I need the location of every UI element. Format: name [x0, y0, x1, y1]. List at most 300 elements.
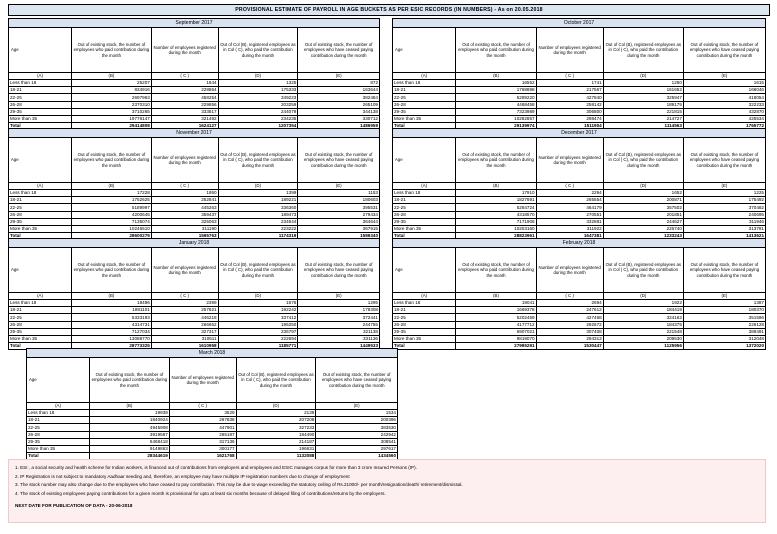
label-e: (E)	[683, 183, 765, 190]
cell-c: 307408	[536, 328, 603, 335]
cell-b: 4177712	[456, 321, 536, 328]
column-header-row	[393, 138, 766, 183]
cell-age: 18-21	[393, 307, 456, 314]
cell-d: 1185771	[218, 343, 298, 350]
table-row	[27, 438, 398, 445]
cell-c: 306800	[536, 108, 603, 115]
header-e: Out of existing stock, the number of employees who have ceased paying contribution during the month	[683, 28, 765, 73]
cell-d: 234644	[218, 218, 298, 225]
month-label: November 2017	[9, 129, 380, 138]
cell-b: 7323989	[456, 108, 536, 115]
cell-c: 2294	[536, 190, 603, 197]
cell-c: 458254	[151, 94, 218, 101]
cell-b: 4200645	[72, 211, 152, 218]
cell-b: 2697963	[72, 94, 152, 101]
cell-c: 229856	[151, 101, 218, 108]
cell-age: Total	[393, 343, 456, 350]
page-title	[8, 4, 770, 16]
label-a: (A)	[9, 73, 72, 80]
cell-e: 240695	[683, 211, 765, 218]
cell-e: 311946	[683, 218, 765, 225]
cell-c: 1647381	[536, 233, 603, 240]
cell-d: 207208	[236, 417, 316, 424]
cell-d: 209530	[603, 335, 683, 342]
cell-b: 5289220	[456, 94, 536, 101]
label-d: (D)	[603, 73, 683, 80]
cell-c: 1530447	[536, 343, 603, 350]
footnote-2: 2. IP Registration is not subject to mandatory Aadhaar seeding and, therefore, an employee may have multiple IP registration numbers due to change of employment	[15, 473, 350, 479]
label-c: ( C )	[536, 73, 603, 80]
header-d: Out of Col (B), registered employees as in Col ( C), who paid the contribution during the month	[603, 248, 683, 293]
table-row	[393, 218, 766, 225]
table-month-header	[9, 129, 380, 138]
table-row	[393, 197, 766, 204]
cell-b: 9819070	[456, 335, 536, 342]
table-row	[393, 307, 766, 314]
cell-age: 26-28	[393, 101, 456, 108]
cell-d: 327233	[236, 424, 316, 431]
cell-c: 2399	[151, 300, 218, 307]
header-d: Out of Col (B), registered employees as in Col ( C), who paid the contribution during the month	[603, 138, 683, 183]
cell-b: 4318570	[456, 211, 536, 218]
table-row	[393, 87, 766, 94]
cell-d: 1399	[218, 190, 298, 197]
cell-d: 226740	[603, 225, 683, 232]
cell-c: 445263	[151, 204, 218, 211]
cell-e: 1534	[316, 410, 398, 417]
label-a: (A)	[393, 293, 456, 300]
month-label: December 2017	[393, 129, 766, 138]
cell-age: 22-25	[9, 314, 72, 321]
table-row	[393, 321, 766, 328]
cell-e: 344138	[298, 108, 380, 115]
label-b: (B)	[72, 73, 152, 80]
table-month-header	[27, 349, 398, 358]
cell-c: 3529	[169, 410, 236, 417]
cell-age: 22-25	[9, 204, 72, 211]
cell-c: 1741	[536, 80, 603, 87]
cell-age: 22-25	[393, 314, 456, 321]
cell-age: 18-21	[393, 87, 456, 94]
cell-c: 1595763	[151, 233, 218, 240]
cell-b: 4468458	[456, 101, 536, 108]
cell-age: More than 35	[9, 115, 72, 122]
table-row	[9, 204, 380, 211]
cell-age: 26-28	[9, 321, 72, 328]
table-row	[9, 225, 380, 232]
table-row	[393, 204, 766, 211]
header-d: Out of Col (B), registered employees as in Col ( C), who paid the contribution during the month	[218, 248, 298, 293]
cell-c: 317136	[169, 438, 236, 445]
cell-c: 1844	[151, 80, 218, 87]
cell-b: 19776147	[72, 115, 152, 122]
cell-age: 29-35	[27, 438, 90, 445]
cell-c: 464179	[536, 204, 603, 211]
month-label: October 2017	[393, 19, 766, 28]
cell-d: 192242	[218, 307, 298, 314]
header-c: Number of employees registered during the month	[536, 138, 603, 183]
label-a: (A)	[393, 183, 456, 190]
cell-age: Less than 18	[9, 80, 72, 87]
cell-b: 2370310	[72, 101, 152, 108]
table-november-2017	[8, 128, 380, 240]
table-row	[9, 321, 380, 328]
cell-b: 6468418	[90, 438, 170, 445]
header-d: Out of Col (B), registered employees as in Col ( C), who paid the contribution during the month	[218, 138, 298, 183]
label-d: (D)	[236, 403, 316, 410]
cell-c: 258142	[536, 101, 603, 108]
table-row	[393, 225, 766, 232]
header-b: Out of existing stock, the number of employees who paid contribution during the month	[456, 138, 536, 183]
cell-age: Total	[393, 123, 456, 130]
month-label: January 2018	[9, 239, 380, 248]
cell-e: 200396	[316, 417, 398, 424]
label-b: (B)	[72, 183, 152, 190]
cell-age: 29-35	[9, 108, 72, 115]
column-header-row	[27, 358, 398, 403]
cell-age: More than 35	[27, 445, 90, 452]
cell-d: 1325	[218, 80, 298, 87]
label-d: (D)	[603, 293, 683, 300]
cell-d: 203259	[218, 101, 298, 108]
cell-c: 300177	[169, 445, 236, 452]
cell-age: More than 35	[393, 225, 456, 232]
column-header-row	[9, 138, 380, 183]
header-d: Out of Col (B), registered employees as in Col ( C), who paid the contribution during the month	[236, 358, 316, 403]
cell-d: 184375	[603, 321, 683, 328]
header-age: Age	[393, 28, 456, 73]
label-c: ( C )	[536, 293, 603, 300]
cell-e: 163644	[298, 87, 380, 94]
header-e: Out of existing stock, the number of employees who have ceased paying contribution during the month	[683, 138, 765, 183]
cell-e: 432870	[683, 108, 765, 115]
cell-c: 267838	[169, 417, 236, 424]
table-row	[27, 445, 398, 452]
column-letter-row	[9, 183, 380, 190]
label-d: (D)	[218, 183, 298, 190]
cell-c: 332881	[536, 218, 603, 225]
cell-d: 214727	[603, 115, 683, 122]
cell-e: 312048	[683, 335, 765, 342]
cell-b: 10203160	[456, 225, 536, 232]
cell-age: 22-25	[9, 94, 72, 101]
cell-e: 1589340	[298, 233, 380, 240]
cell-b: 16552	[456, 80, 536, 87]
cell-e: 1413621	[683, 233, 765, 240]
table-row	[393, 101, 766, 108]
cell-b: 19939	[90, 410, 170, 417]
label-a: (A)	[9, 293, 72, 300]
table-row	[9, 218, 380, 225]
cell-e: 1225	[683, 190, 765, 197]
cell-b: 4945908	[90, 424, 170, 431]
cell-age: 29-35	[9, 328, 72, 335]
table-row	[9, 314, 380, 321]
label-b: (B)	[456, 183, 536, 190]
cell-c: 298474	[536, 115, 603, 122]
cell-c: 1511904	[536, 123, 603, 130]
column-letter-row	[393, 293, 766, 300]
cell-age: 29-35	[393, 108, 456, 115]
cell-e: 180603	[298, 197, 380, 204]
cell-e: 322233	[683, 101, 765, 108]
cell-b: 5333193	[72, 314, 152, 321]
header-b: Out of existing stock, the number of employees who paid contribution during the month	[456, 28, 536, 73]
label-c: ( C )	[151, 183, 218, 190]
cell-b: 29414808	[72, 123, 152, 130]
cell-b: 3710265	[72, 108, 152, 115]
cell-age: 22-25	[27, 424, 90, 431]
cell-d: 161652	[603, 87, 683, 94]
cell-age: 18-21	[393, 197, 456, 204]
cell-b: 1752625	[72, 197, 152, 204]
cell-d: 349223	[218, 94, 298, 101]
cell-b: 25207	[72, 80, 152, 87]
header-age: Age	[9, 248, 72, 293]
footnote-3: 3. The stock number may also change due to the employees who have ceased to pay contribution. This may be due to wage exceeding the statutory ceiling of Rs.21000/- per month/resignation/death/ retirement/dismissal.	[15, 482, 463, 488]
cell-e: 244755	[298, 321, 380, 328]
cell-d: 189221	[218, 197, 298, 204]
cell-age: Total	[9, 233, 72, 240]
header-b: Out of existing stock, the number of employees who paid contribution during the month	[72, 248, 152, 293]
cell-e: 1295	[298, 300, 380, 307]
cell-c: 1610958	[151, 343, 218, 350]
cell-b: 28773325	[72, 343, 152, 350]
cell-e: 372441	[298, 314, 380, 321]
cell-age: More than 35	[393, 335, 456, 342]
label-c: ( C )	[536, 183, 603, 190]
cell-e: 367915	[298, 225, 380, 232]
table-row	[9, 80, 380, 87]
cell-e: 175492	[683, 197, 765, 204]
table-row	[393, 211, 766, 218]
cell-age: Total	[9, 343, 72, 350]
cell-e: 331136	[298, 335, 380, 342]
cell-age: 26-28	[393, 321, 456, 328]
cell-b: 1768898	[456, 87, 536, 94]
cell-c: 447901	[169, 424, 236, 431]
cell-b: 7171906	[456, 218, 536, 225]
footnote-1: 1. ESI , a social security and health scheme for Indian workers, is financed out of contributions from employers and employees and ESIC manages corpus for more than 3 crore Insured Persons (IP).	[15, 465, 417, 470]
cell-c: 427840	[536, 94, 603, 101]
cell-age: 26-28	[9, 101, 72, 108]
cell-c: 228864	[151, 87, 218, 94]
cell-b: 27995291	[456, 343, 536, 350]
cell-e: 297617	[316, 445, 398, 452]
cell-d: 1250	[603, 80, 683, 87]
header-age: Age	[9, 138, 72, 183]
header-b: Out of existing stock, the number of employees who paid contribution during the month	[456, 248, 536, 293]
month-label: February 2018	[393, 239, 766, 248]
label-a: (A)	[9, 183, 72, 190]
header-d: Out of Col (B), registered employees as in Col ( C), who paid the contribution during the month	[218, 28, 298, 73]
column-header-row	[9, 248, 380, 293]
cell-b: 10282857	[456, 115, 536, 122]
table-row	[27, 410, 398, 417]
cell-e: 1765772	[683, 123, 765, 130]
cell-b: 7135074	[72, 218, 152, 225]
header-c: Number of employees registered during the month	[151, 138, 218, 183]
cell-age: 26-28	[9, 211, 72, 218]
cell-b: 5284724	[456, 204, 536, 211]
header-age: Age	[27, 358, 90, 403]
cell-b: 18496	[72, 300, 152, 307]
cell-age: More than 35	[9, 225, 72, 232]
column-letter-row	[27, 403, 398, 410]
cell-b: 19041	[456, 300, 536, 307]
cell-age: 26-28	[27, 431, 90, 438]
cell-c: 294313	[536, 335, 603, 342]
cell-b: 9149863	[90, 445, 170, 452]
cell-age: 18-21	[9, 197, 72, 204]
cell-c: 321492	[151, 115, 218, 122]
cell-e: 418054	[683, 94, 765, 101]
header-age: Age	[9, 28, 72, 73]
cell-b: 13088770	[72, 335, 152, 342]
cell-e: 351596	[683, 314, 765, 321]
cell-e: 178308	[298, 307, 380, 314]
cell-e: 265109	[298, 101, 380, 108]
cell-d: 1233243	[603, 233, 683, 240]
cell-c: 217567	[536, 87, 603, 94]
cell-d: 221548	[603, 328, 683, 335]
cell-e: 1615	[683, 80, 765, 87]
cell-c: 265554	[536, 197, 603, 204]
cell-b: 28823961	[456, 233, 536, 240]
header-c: Number of employees registered during the month	[536, 248, 603, 293]
cell-c: 247612	[536, 307, 603, 314]
table-row	[9, 190, 380, 197]
cell-b: 7127034	[72, 328, 152, 335]
cell-b: 29139974	[456, 123, 536, 130]
table-month-header	[393, 19, 766, 28]
label-c: ( C )	[151, 73, 218, 80]
cell-age: 29-35	[9, 218, 72, 225]
cell-c: 265187	[169, 431, 236, 438]
cell-b: 1840924	[90, 417, 170, 424]
cell-d: 357502	[603, 204, 683, 211]
header-b: Out of existing stock, the number of employees who paid contribution during the month	[72, 28, 152, 73]
column-header-row	[393, 28, 766, 73]
table-row	[393, 300, 766, 307]
cell-e: 872	[298, 80, 380, 87]
cell-d: 235797	[218, 328, 298, 335]
label-b: (B)	[456, 293, 536, 300]
cell-c: 311190	[151, 225, 218, 232]
cell-e: 166046	[683, 87, 765, 94]
cell-c: 327317	[151, 328, 218, 335]
cell-age: More than 35	[393, 115, 456, 122]
table-row	[393, 80, 766, 87]
cell-d: 1125956	[603, 343, 683, 350]
cell-d: 189175	[603, 101, 683, 108]
cell-e: 395531	[298, 204, 380, 211]
cell-age: 18-21	[9, 87, 72, 94]
label-b: (B)	[456, 73, 536, 80]
header-b: Out of existing stock, the number of employees who paid contribution during the month	[72, 138, 152, 183]
header-d: Out of Col (B), registered employees as in Col ( C), who paid the contribution during the month	[603, 28, 683, 73]
table-row	[9, 197, 380, 204]
table-january-2018	[8, 238, 380, 350]
cell-d: 1676	[218, 300, 298, 307]
cell-age: Total	[27, 453, 90, 460]
table-row	[393, 328, 766, 335]
cell-b: 17228	[72, 190, 152, 197]
cell-c: 310511	[151, 335, 218, 342]
cell-d: 324162	[603, 314, 683, 321]
cell-e: 226128	[683, 321, 765, 328]
column-letter-row	[393, 183, 766, 190]
table-row	[9, 335, 380, 342]
cell-c: 266652	[151, 321, 218, 328]
column-letter-row	[9, 73, 380, 80]
cell-d: 1114563	[603, 123, 683, 130]
cell-d: 244079	[218, 108, 298, 115]
cell-b: 28600279	[72, 233, 152, 240]
cell-age: Total	[9, 123, 72, 130]
cell-age: More than 35	[9, 335, 72, 342]
cell-c: 325063	[151, 218, 218, 225]
month-label: March 2018	[27, 349, 398, 358]
cell-d: 1207354	[218, 123, 298, 130]
table-september-2017	[8, 18, 380, 130]
table-row	[393, 190, 766, 197]
table-month-header	[393, 239, 766, 248]
header-e: Out of existing stock, the number of employees who have ceased paying contribution during the month	[298, 28, 380, 73]
cell-e: 389491	[683, 328, 765, 335]
table-month-header	[9, 239, 380, 248]
label-a: (A)	[393, 73, 456, 80]
cell-age: Total	[393, 233, 456, 240]
cell-e: 370482	[683, 204, 765, 211]
cell-age: 22-25	[393, 204, 456, 211]
cell-age: Less than 18	[9, 300, 72, 307]
cell-d: 1174319	[218, 233, 298, 240]
header-e: Out of existing stock, the number of employees who have ceased paying contribution during the month	[298, 138, 380, 183]
cell-d: 325947	[603, 94, 683, 101]
cell-c: 333817	[151, 108, 218, 115]
table-row	[9, 87, 380, 94]
label-e: (E)	[298, 183, 380, 190]
cell-age: Less than 18	[9, 190, 72, 197]
header-e: Out of existing stock, the number of employees who have ceased paying contribution during the month	[316, 358, 398, 403]
cell-d: 1652	[603, 190, 683, 197]
header-c: Number of employees registered during the month	[151, 28, 218, 73]
cell-e: 279434	[298, 211, 380, 218]
cell-b: 4314731	[72, 321, 152, 328]
next-publication-date: NEXT DATE FOR PUBLICATION OF DATA - 20-06-2018	[15, 502, 133, 508]
cell-d: 1132088	[236, 453, 316, 460]
cell-age: 22-25	[393, 94, 456, 101]
table-row	[393, 94, 766, 101]
table-row	[393, 335, 766, 342]
cell-d: 201851	[603, 211, 683, 218]
footnote-4: 4. The stock of existing employees paying contributions for a given month is provisional for upto at least six months because of delayed filing of contributions/returns by the employers.	[15, 491, 386, 497]
cell-c: 257821	[151, 307, 218, 314]
header-e: Out of existing stock, the number of employees who have ceased paying contribution during the month	[683, 248, 765, 293]
cell-age: 18-21	[27, 417, 90, 424]
cell-c: 427468	[536, 314, 603, 321]
cell-d: 234235	[218, 115, 298, 122]
label-d: (D)	[218, 73, 298, 80]
table-row	[393, 108, 766, 115]
label-a: (A)	[27, 403, 90, 410]
header-c: Number of employees registered during the month	[169, 358, 236, 403]
cell-b: 3919567	[90, 431, 170, 438]
cell-b: 10246510	[72, 225, 152, 232]
cell-d: 195250	[218, 321, 298, 328]
table-row	[9, 94, 380, 101]
